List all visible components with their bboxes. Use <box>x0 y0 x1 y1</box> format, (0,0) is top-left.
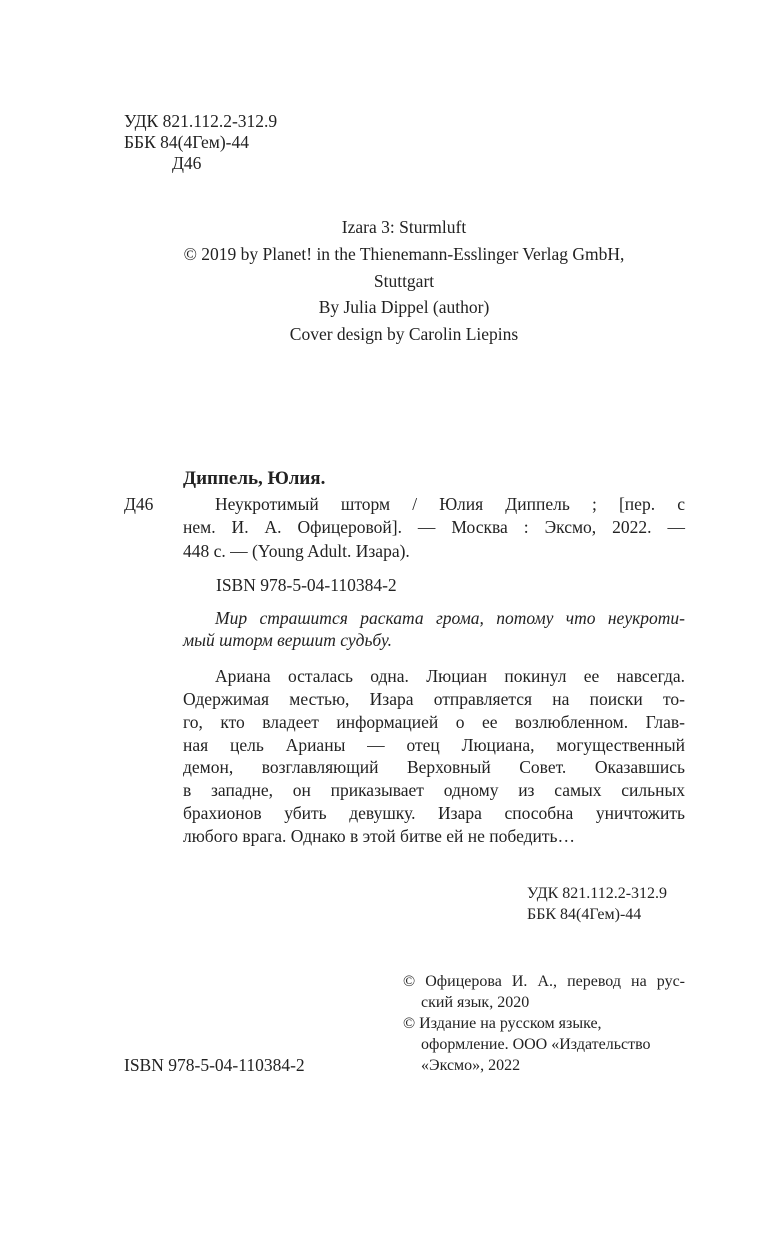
epigraph-line: Мир страшится раската грома, потому что неукроти- <box>215 608 685 628</box>
original-copyright-city: Stuttgart <box>373 271 435 291</box>
catalog-author: Диппель, Юлия. <box>183 468 326 489</box>
copyright-translation: © Офицерова И. А., перевод на рус- <box>403 973 685 990</box>
bbk-code: ББК 84(4Гем)-44 <box>124 132 250 152</box>
copyright-edition-cont: оформление. ООО «Издательство <box>421 1036 651 1053</box>
catalog-line: нем. И. А. Офицеровой]. — Москва : Эксмо, 2022. — <box>183 517 685 537</box>
annotation-line: демон, возглавляющий Верховный Совет. Оказавшись <box>183 757 685 777</box>
copyright-translation-cont: ский язык, 2020 <box>421 994 530 1011</box>
annotation-line: в западне, он приказывает одному из самых сильных <box>183 780 685 800</box>
copyright-edition-cont: «Эксмо», 2022 <box>421 1057 521 1074</box>
original-title: Izara 3: Sturmluft <box>341 217 467 237</box>
isbn: ISBN 978-5-04-110384-2 <box>216 575 397 595</box>
annotation-line: Ариана осталась одна. Люциан покинул ее навсегда. <box>215 666 685 686</box>
original-copyright: © 2019 by Planet! in the Thienemann-Esslinger Verlag GmbH, <box>183 244 625 264</box>
epigraph-line: мый шторм вершит судьбу. <box>183 630 393 650</box>
catalog-mark: Д46 <box>124 494 154 514</box>
annotation-line: любого врага. Однако в этой битве ей не победить… <box>183 826 575 846</box>
footer-bbk: ББК 84(4Гем)-44 <box>527 906 642 923</box>
bottom-isbn: ISBN 978-5-04-110384-2 <box>124 1055 305 1075</box>
annotation-line: брахионов убить девушку. Изара способна уничтожить <box>183 803 685 823</box>
annotation-line: Одержимая местью, Изара отправляется на поиски то- <box>183 689 685 709</box>
annotation-line: го, кто владеет информацией о ее возлюбленном. Глав- <box>183 712 685 732</box>
copyright-edition: © Издание на русском языке, <box>403 1015 602 1032</box>
cover-credit: Cover design by Carolin Liepins <box>289 324 519 344</box>
catalog-line: 448 с. — (Young Adult. Изара). <box>183 541 410 561</box>
udk-code: УДК 821.112.2-312.9 <box>124 111 278 131</box>
original-author: By Julia Dippel (author) <box>318 297 490 317</box>
annotation-line: ная цель Арианы — отец Люциана, могущественный <box>183 735 685 755</box>
author-mark: Д46 <box>172 153 202 173</box>
catalog-line: Неукротимый шторм / Юлия Диппель ; [пер. с <box>215 494 685 514</box>
footer-udk: УДК 821.112.2-312.9 <box>527 885 668 902</box>
